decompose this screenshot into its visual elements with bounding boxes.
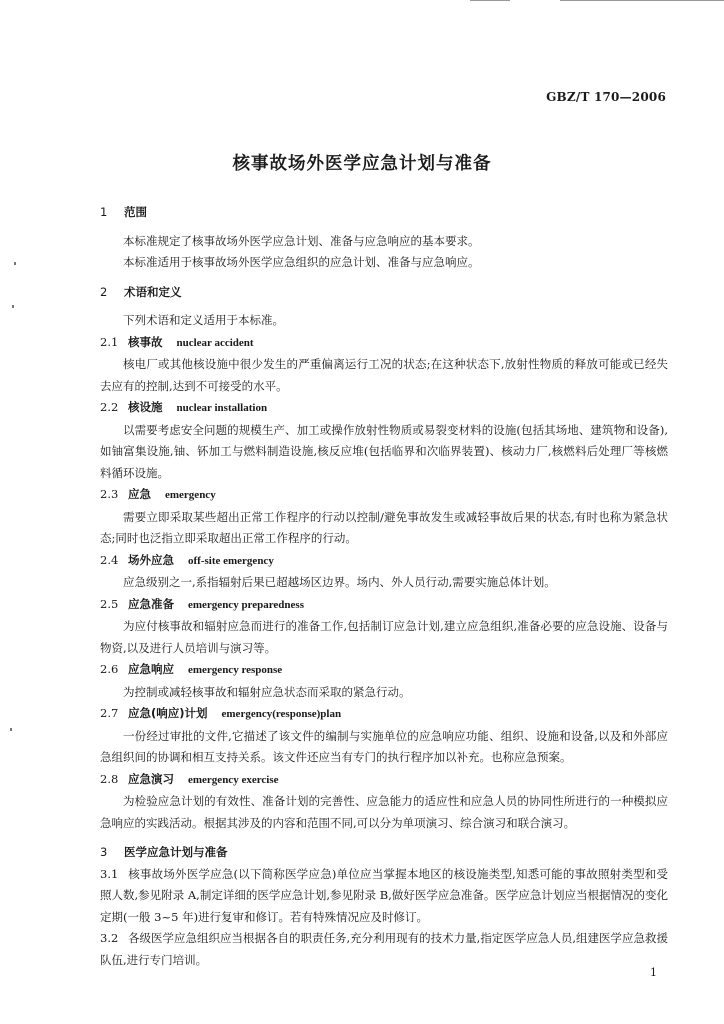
term-definition: 为控制或减轻核事故和辐射应急状态而采取的紧急行动。 xyxy=(123,684,411,699)
term-heading: 2.1 核事故 nuclear accident xyxy=(100,334,254,349)
term-heading: 2.3 应急 emergency xyxy=(100,487,216,501)
section-heading: 2 术语和定义 xyxy=(100,284,182,299)
document-body xyxy=(100,202,668,971)
paragraph: 下列术语和定义适用于本标准。 xyxy=(123,313,284,327)
page-number: 1 xyxy=(650,966,657,979)
scan-mark xyxy=(470,0,510,1)
term-definition: 为应付核事故和辐射应急而进行的准备工作,包括制订应急计划,建立应急组织,准备必要的应急设施、设备与物资,以及进行人员培训与演习等。 xyxy=(100,619,668,655)
scan-speck xyxy=(14,262,16,265)
term-definition: 需要立即采取某些超出正常工作程序的行动以控制/避免事故发生或减轻事故后果的状态,有时也称为紧急状态;同时也泛指立即采取超出正常工作程序的行动。 xyxy=(100,509,668,545)
paragraph: 本标准适用于核事故场外医学应急组织的应急计划、准备与应急响应。 xyxy=(123,255,480,269)
term-heading: 2.8 应急演习 emergency exercise xyxy=(100,771,279,786)
term-heading: 2.4 场外应急 off-site emergency xyxy=(100,552,274,567)
scan-mark xyxy=(560,0,724,1)
term-definition: 为检验应急计划的有效性、准备计划的完善性、应急能力的适应性和应急人员的协同性所进行的一种模拟应急响应的实践活动。根据其涉及的内容和范围不同,可以分为单项演习、综合演习和联合演习。 xyxy=(100,794,668,830)
term-definition: 应急级别之一,系指辐射后果已超越场区边界。场内、外人员行动,需要实施总体计划。 xyxy=(123,575,556,589)
term-definition: 一份经过审批的文件,它描述了该文件的编制与实施单位的应急响应功能、组织、设施和设备,以及和外部应急组织间的协调和相互支持关系。该文件还应当有专门的执行程序加以补充。也称应急预案。 xyxy=(100,728,668,764)
term-heading: 2.6 应急响应 emergency response xyxy=(100,662,283,676)
term-heading: 2.2 核设施 nuclear installation xyxy=(100,400,268,414)
term-heading: 2.5 应急准备 emergency preparedness xyxy=(100,596,304,611)
paragraph: 本标准规定了核事故场外医学应急计划、准备与应急响应的基本要求。 xyxy=(123,233,480,248)
term-heading: 2.7 应急(响应)计划 emergency(response)plan xyxy=(100,706,342,720)
term-definition: 以需要考虑安全问题的规模生产、加工或操作放射性物质或易裂变材料的设施(包括其场地、建筑物和设备),如铀富集设施,铀、钚加工与燃料制造设施,核反应堆(包括临界和次临界装置)、核动力厂,核燃料后处理厂等核燃料循环设施。 xyxy=(100,422,668,480)
clause: 3.2 各级医学应急组织应当根据各自的职责任务,充分利用现有的技术力量,指定医学应急人员,组建医学应急救援队伍,进行专门培训。 xyxy=(100,931,668,967)
scan-speck xyxy=(10,728,12,731)
section-heading: 3 医学应急计划与准备 xyxy=(100,845,228,859)
clause: 3.1 核事故场外医学应急(以下简称医学应急)单位应当掌握本地区的核设施类型,知悉可能的事故照射类型和受照人数,参见附录 A,制定详细的医学应急计划,参见附录 B,做好医学应急准备。医学应急计划应当根据情况的变化定期(一般 3~5 年)进行复审和修订。若有特殊情况应及时修订。 xyxy=(100,866,668,924)
standard-code: GBZ/T 170—2006 xyxy=(546,90,666,104)
section-heading: 1 范围 xyxy=(100,205,147,219)
document-title: 核事故场外医学应急计划与准备 xyxy=(232,154,492,174)
scan-speck xyxy=(12,305,14,308)
term-definition: 核电厂或其他核设施中很少发生的严重偏离运行工况的状态;在这种状态下,放射性物质的释放可能或已经失去应有的控制,达到不可接受的水平。 xyxy=(100,357,668,393)
